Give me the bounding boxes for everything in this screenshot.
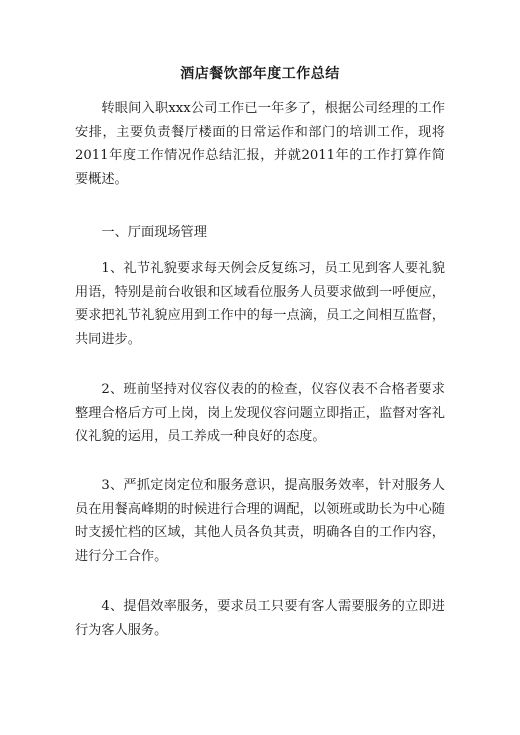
document-title: 酒店餐饮部年度工作总结 <box>180 66 340 82</box>
section-heading: 一、厅面现场管理 <box>101 225 207 240</box>
list-item: 2、班前坚持对仪容仪表的的检查，仪容仪表不合格者要求整理合格后方可上岗，岗上发现仪容问题立即指正，监督对客礼仪礼貌的运用，员工养成一种良好的态度。 <box>75 382 445 444</box>
list-item: 4、提倡效率服务，要求员工只要有客人需要服务的立即进行为客人服务。 <box>75 599 445 638</box>
list-item: 3、严抓定岗定位和服务意识，提高服务效率，针对服务人员在用餐高峰期的时候进行合理的调配，以领班或助长为中心随时支援忙档的区域，其他人员各负其责，明确各自的工作内容，进行分工合作。 <box>75 478 445 564</box>
list-item: 1、礼节礼貌要求每天例会反复练习，员工见到客人要礼貌用语，特别是前台收银和区域看位服务人员要求做到一呼便应，要求把礼节礼貌应用到工作中的每一点滴，员工之间相互监督，共同进步。 <box>75 261 445 347</box>
intro-paragraph: 转眼间入职xxx公司工作已一年多了，根据公司经理的工作安排，主要负责餐厅楼面的日常运作和部门的培训工作，现将2011年度工作情况作总结汇报，并就2011年的工作打算作简要概述。 <box>75 101 445 187</box>
